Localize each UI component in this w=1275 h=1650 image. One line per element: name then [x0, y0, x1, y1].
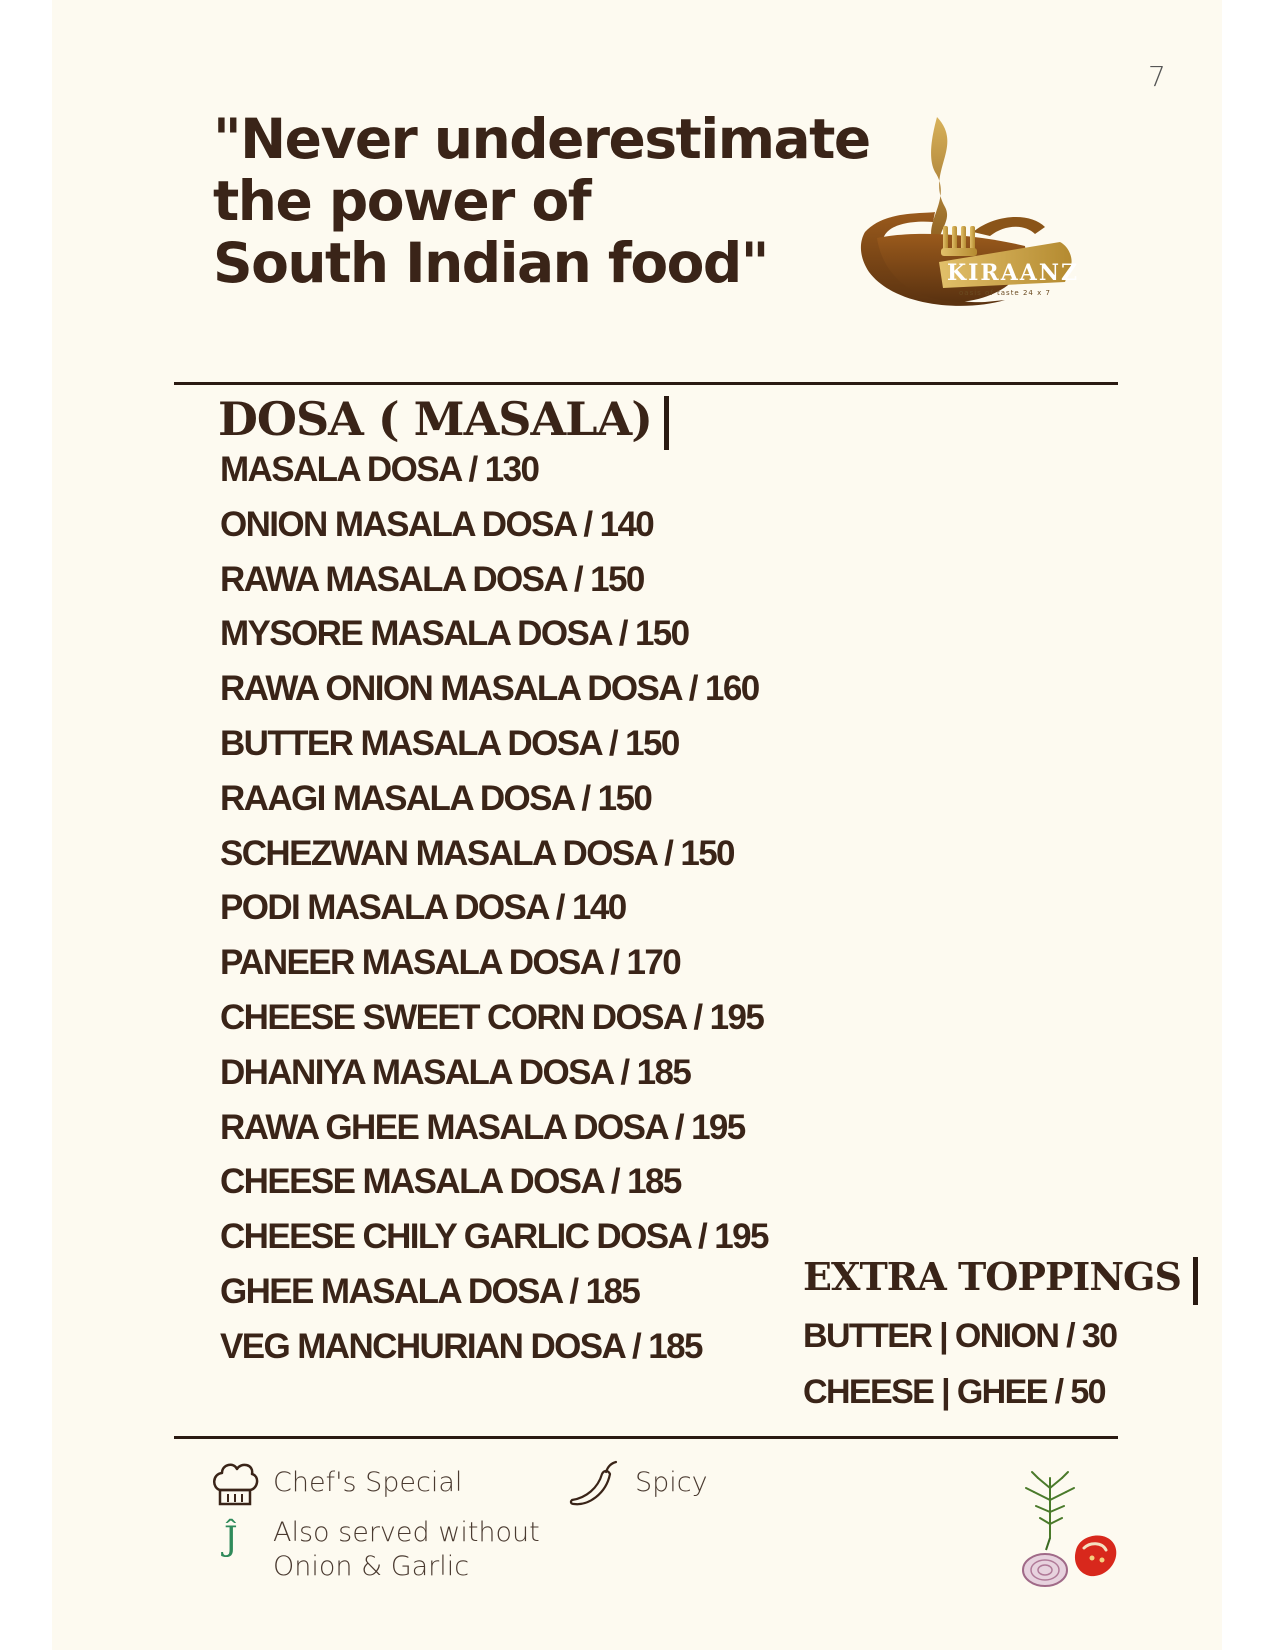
menu-item: VEG MANCHURIAN DOSA / 185	[220, 1326, 702, 1366]
menu-item: DHANIYA MASALA DOSA / 185	[220, 1052, 691, 1092]
dosa-section-title-text: DOSA ( MASALA)	[218, 392, 652, 446]
jain-label-line: Also served without	[273, 1517, 540, 1548]
brand-name: KIRAANZ	[947, 260, 1080, 286]
quote-line: "Never underestimate	[213, 107, 870, 171]
toppings-section-title-text: EXTRA TOPPINGS	[803, 1254, 1181, 1299]
title-bar	[1193, 1257, 1198, 1305]
menu-item: RAWA GHEE MASALA DOSA / 195	[220, 1107, 745, 1147]
menu-item: SCHEZWAN MASALA DOSA / 150	[220, 833, 734, 873]
menu-item: CHEESE MASALA DOSA / 185	[220, 1162, 681, 1202]
bottom-divider	[174, 1436, 1118, 1439]
brand-tagline: oasis of taste 24 x 7	[959, 289, 1051, 297]
menu-item: CHEESE SWEET CORN DOSA / 195	[220, 997, 764, 1037]
topping-item: BUTTER | ONION / 30	[803, 1317, 1117, 1355]
jain-label-line: Onion & Garlic	[273, 1551, 470, 1582]
menu-item: MASALA DOSA / 130	[220, 450, 539, 489]
jain-label	[273, 1516, 540, 1584]
menu-item: GHEE MASALA DOSA / 185	[220, 1271, 640, 1311]
menu-item: PODI MASALA DOSA / 140	[220, 888, 626, 928]
title-bar	[664, 396, 669, 450]
quote-line: South Indian food"	[213, 231, 768, 295]
top-divider	[174, 382, 1118, 385]
toppings-list	[803, 1308, 1117, 1420]
page-number: 7	[1148, 60, 1166, 93]
menu-item: MYSORE MASALA DOSA / 150	[220, 614, 689, 654]
bowl-fork-steam-icon	[855, 112, 1100, 327]
dosa-menu-list	[220, 443, 768, 1375]
menu-item: CHEESE CHILY GARLIC DOSA / 195	[220, 1217, 768, 1257]
quote-line: the power of	[213, 169, 591, 233]
quote-heading	[213, 108, 870, 294]
menu-item: RAWA ONION MASALA DOSA / 160	[220, 669, 759, 709]
chef-special-label: Chef's Special	[273, 1467, 463, 1498]
dosa-section-title	[218, 392, 669, 450]
chili-icon	[568, 1458, 620, 1510]
chef-hat-icon	[210, 1460, 260, 1508]
menu-item: ONION MASALA DOSA / 140	[220, 504, 654, 544]
menu-item: RAAGI MASALA DOSA / 150	[220, 778, 652, 818]
jain-j-icon: Ĵ	[224, 1519, 238, 1559]
menu-item: RAWA MASALA DOSA / 150	[220, 559, 644, 599]
menu-item: PANEER MASALA DOSA / 170	[220, 943, 681, 983]
topping-item: CHEESE | GHEE / 50	[803, 1373, 1105, 1411]
spicy-label: Spicy	[635, 1467, 708, 1498]
toppings-section-title	[803, 1254, 1198, 1305]
onion-tomato-herb-icon	[1010, 1458, 1125, 1588]
menu-item: BUTTER MASALA DOSA / 150	[220, 723, 679, 763]
